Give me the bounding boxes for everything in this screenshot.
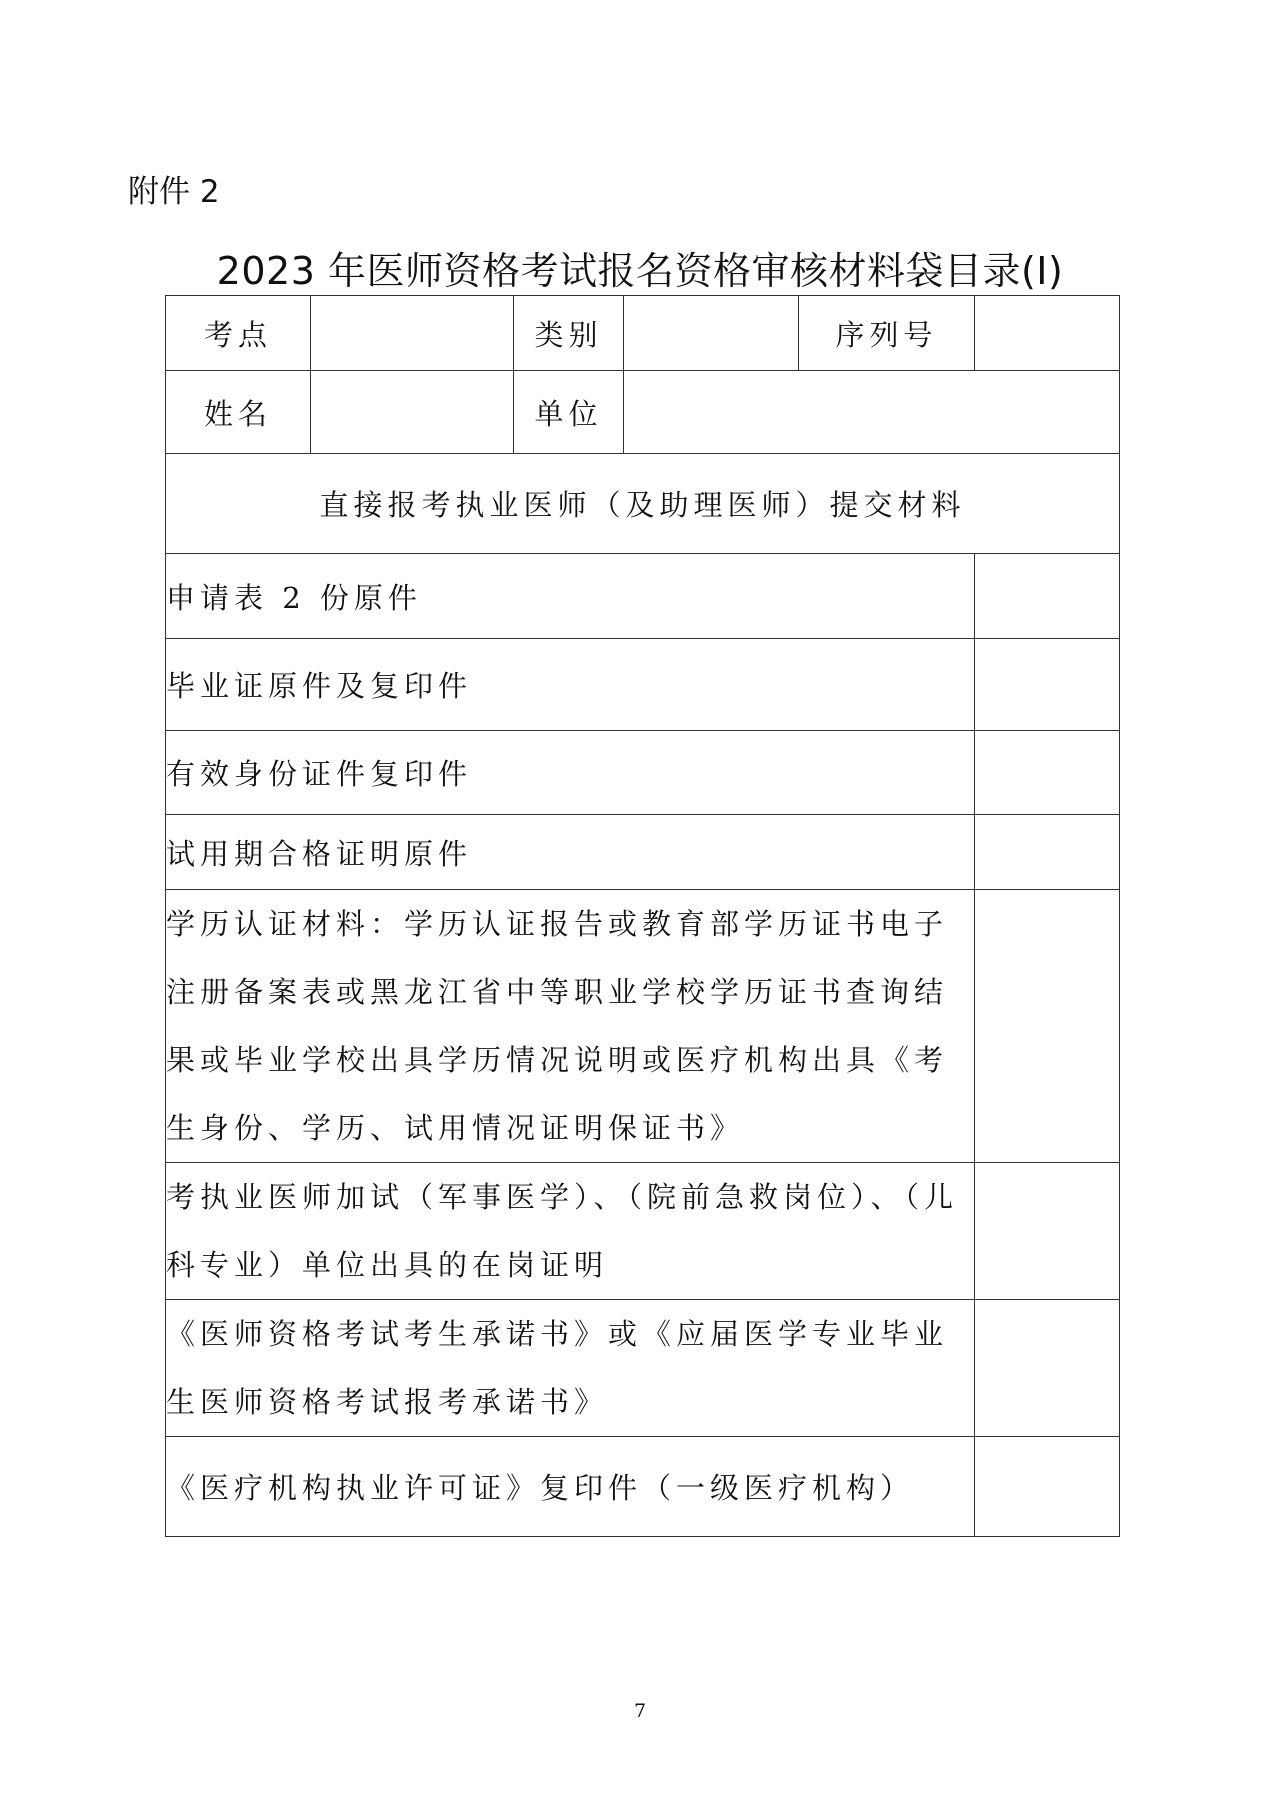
table-row <box>166 1300 1120 1437</box>
materials-form-table <box>165 295 1120 1537</box>
exam-site-label: 考点 <box>166 296 311 371</box>
table-row <box>166 554 1120 639</box>
table-row <box>166 639 1120 731</box>
name-value[interactable] <box>311 371 514 454</box>
material-item: 有效身份证件复印件 <box>166 731 975 815</box>
serial-no-value[interactable] <box>975 296 1120 371</box>
unit-label: 单位 <box>514 371 624 454</box>
section-header: 直接报考执业医师（及助理医师）提交材料 <box>166 454 1120 554</box>
check-cell[interactable] <box>975 1163 1120 1300</box>
exam-site-value[interactable] <box>311 296 514 371</box>
unit-value[interactable] <box>624 371 1120 454</box>
material-item: 试用期合格证明原件 <box>166 815 975 890</box>
table-row <box>166 890 1120 1163</box>
material-item: 《医疗机构执业许可证》复印件（一级医疗机构） <box>166 1437 975 1537</box>
name-label: 姓名 <box>166 371 311 454</box>
check-cell[interactable] <box>975 554 1120 639</box>
page-number: 7 <box>633 1700 647 1722</box>
check-cell[interactable] <box>975 890 1120 1163</box>
check-cell[interactable] <box>975 1437 1120 1537</box>
table-row <box>166 1163 1120 1300</box>
header-row-2 <box>166 371 1120 454</box>
header-row-1 <box>166 296 1120 371</box>
material-item: 申请表 2 份原件 <box>166 554 975 639</box>
check-cell[interactable] <box>975 731 1120 815</box>
serial-no-label: 序列号 <box>799 296 975 371</box>
material-item: 《医师资格考试考生承诺书》或《应届医学专业毕业生医师资格考试报考承诺书》 <box>166 1300 975 1437</box>
category-value[interactable] <box>624 296 799 371</box>
category-label: 类别 <box>514 296 624 371</box>
material-item: 考执业医师加试（军事医学）、（院前急救岗位）、（儿科专业）单位出具的在岗证明 <box>166 1163 975 1300</box>
check-cell[interactable] <box>975 639 1120 731</box>
material-item: 毕业证原件及复印件 <box>166 639 975 731</box>
document-title: 2023 年医师资格考试报名资格审核材料袋目录(I) <box>216 249 1064 293</box>
table-row <box>166 731 1120 815</box>
table-row <box>166 815 1120 890</box>
table-row <box>166 1437 1120 1537</box>
section-header-row <box>166 454 1120 554</box>
material-item: 学历认证材料：学历认证报告或教育部学历证书电子注册备案表或黑龙江省中等职业学校学历证书查询结果或毕业学校出具学历情况说明或医疗机构出具《考生身份、学历、试用情况证明保证书》 <box>166 890 975 1163</box>
attachment-label: 附件 2 <box>128 174 220 210</box>
check-cell[interactable] <box>975 815 1120 890</box>
check-cell[interactable] <box>975 1300 1120 1437</box>
